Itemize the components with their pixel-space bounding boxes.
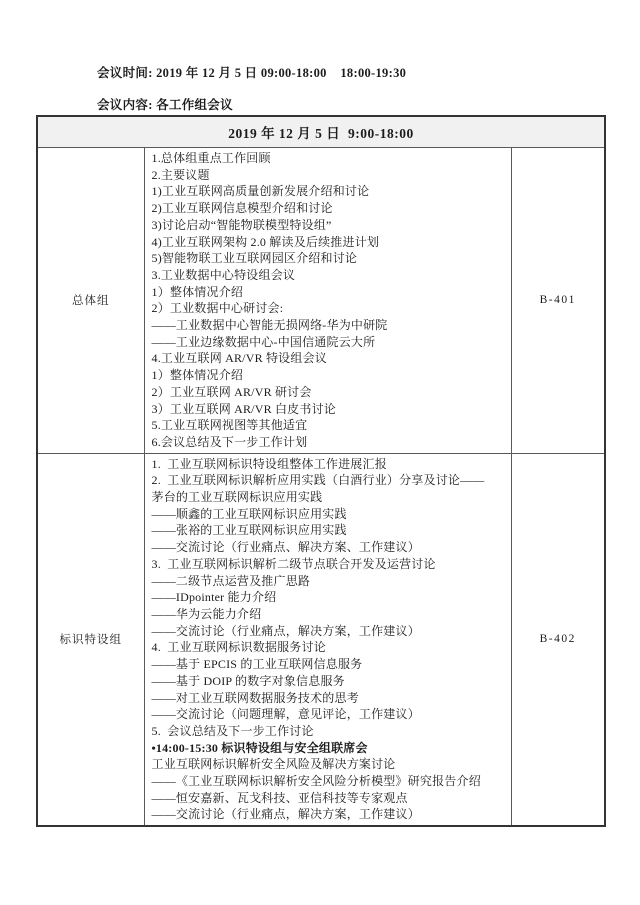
meeting-time-label: 会议时间: <box>97 66 153 80</box>
agenda-line: •14:00-15:30 标识特设组与安全组联席会 <box>151 740 368 755</box>
agenda-line: 4. 工业互联网标识数据服务讨论 <box>151 640 326 655</box>
table-date-header: 2019 年 12 月 5 日 9:00-18:00 <box>37 116 605 148</box>
agenda-line: ——张裕的工业互联网标识应用实践 <box>151 523 347 538</box>
content-cell <box>144 148 511 454</box>
room-cell: B-401 <box>511 148 605 454</box>
agenda-line: 2）工业数据中心研讨会: <box>151 301 284 316</box>
agenda-line: ——二级节点运营及推广思路 <box>151 573 311 588</box>
agenda-line: ——基于 DOIP 的数字对象信息服务 <box>151 673 345 688</box>
agenda-line: 3）工业互联网 AR/VR 白皮书讨论 <box>151 401 336 416</box>
agenda-line: 3. 工业互联网标识解析二级节点联合开发及运营讨论 <box>151 556 436 571</box>
agenda-line: 3)讨论启动“智能物联模型特设组” <box>151 217 332 232</box>
table-row <box>37 453 605 826</box>
agenda-line: ——恒安嘉新、瓦戈科技、亚信科技等专家观点 <box>151 790 408 805</box>
agenda-line: ——《工业互联网标识解析安全风险分析模型》研究报告介绍 <box>151 774 481 789</box>
agenda-table <box>36 115 606 827</box>
agenda-line: 4.工业互联网 AR/VR 特设组会议 <box>151 351 327 366</box>
meeting-time-value: 2019 年 12 月 5 日 09:00-18:00 18:00-19:30 <box>152 66 407 80</box>
agenda-line: ——对工业互联网数据服务技术的思考 <box>151 690 359 705</box>
content-cell <box>144 453 511 826</box>
agenda-line: ——华为云能力介绍 <box>151 606 262 621</box>
agenda-line: 2.主要议题 <box>151 167 210 182</box>
agenda-line: 茅台的工业互联网标识应用实践 <box>151 490 323 505</box>
agenda-line: 2)工业互联网信息模型介绍和讨论 <box>151 201 333 216</box>
agenda-line: ——基于 EPCIS 的工业互联网信息服务 <box>151 657 363 672</box>
agenda-line: ——工业边缘数据中心-中国信通院云大所 <box>151 334 376 349</box>
meeting-content-line <box>97 95 233 113</box>
agenda-line: 4)工业互联网架构 2.0 解读及后续推进计划 <box>151 234 380 249</box>
room-cell: B-402 <box>511 453 605 826</box>
meeting-content-value: 各工作组会议 <box>152 98 233 112</box>
agenda-line: ——交流讨论（问题理解，意见评论，工作建议） <box>151 707 420 722</box>
agenda-line: 6.会议总结及下一步工作计划 <box>151 434 308 449</box>
agenda-line: 5. 会议总结及下一步工作讨论 <box>151 723 314 738</box>
agenda-line: 2. 工业互联网标识解析应用实践（白酒行业）分享及讨论—— <box>151 473 485 488</box>
agenda-line: ——交流讨论（行业痛点，解决方案，工作建议） <box>151 807 420 822</box>
group-cell: 总体组 <box>37 148 144 454</box>
meeting-time-line <box>97 63 406 81</box>
agenda-line: 2）工业互联网 AR/VR 研讨会 <box>151 384 312 399</box>
agenda-line: ——顺鑫的工业互联网标识应用实践 <box>151 506 347 521</box>
agenda-line: ——交流讨论（行业痛点、解决方案、工作建议） <box>151 540 420 555</box>
agenda-line: ——交流讨论（行业痛点，解决方案，工作建议） <box>151 623 420 638</box>
agenda-line: ——工业数据中心智能无损网络-华为中研院 <box>151 318 388 333</box>
agenda-line: 1. 工业互联网标识特设组整体工作进展汇报 <box>151 456 387 471</box>
agenda-line: ——IDpointer 能力介绍 <box>151 590 277 605</box>
agenda-line: 5.工业互联网视图等其他适宜 <box>151 418 308 433</box>
meeting-content-label: 会议内容: <box>97 98 153 112</box>
table-row <box>37 148 605 454</box>
agenda-line: 1)工业互联网高质量创新发展介绍和讨论 <box>151 184 370 199</box>
agenda-line: 1）整体情况介绍 <box>151 284 244 299</box>
agenda-line: 1）整体情况介绍 <box>151 368 244 383</box>
agenda-line: 工业互联网标识解析安全风险及解决方案讨论 <box>151 757 396 772</box>
table-header-row <box>37 116 605 148</box>
group-cell: 标识特设组 <box>37 453 144 826</box>
agenda-line: 3.工业数据中心特设组会议 <box>151 267 296 282</box>
agenda-line: 1.总体组重点工作回顾 <box>151 151 271 165</box>
agenda-line: 5)智能物联工业互联网园区介绍和讨论 <box>151 251 358 266</box>
